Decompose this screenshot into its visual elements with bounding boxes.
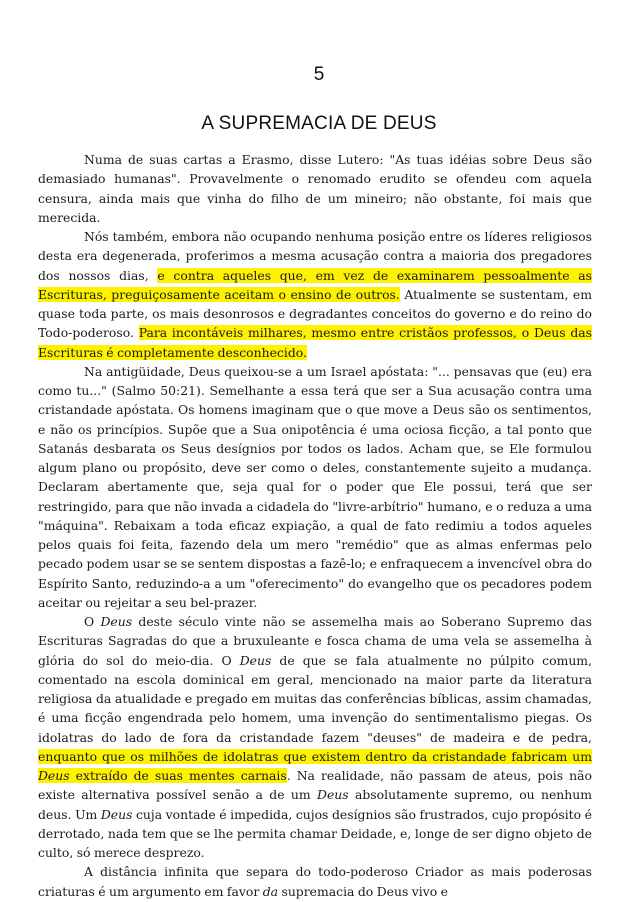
text-run: absolutamente supremo, ou nenhum deus. Um — [38, 787, 592, 822]
paragraph — [38, 862, 592, 901]
text-run: de que se fala atualmente no púlpito comum, comentado na escola dominical em geral, mencionado na maior parte da literatura religiosa da atualidade e pregado em muitas das conferências bíblicas, assim chamadas, é uma ficção engendrada pelo homem, uma invenção do sentimentalismo piegas. Os idolatras do lado de fora da cristandade fazem "deuses" de madeira e de pedra, — [38, 652, 592, 745]
highlighted-text: Deus — [38, 768, 70, 783]
text-run: O — [84, 614, 101, 629]
highlighted-text: extraído de suas mentes carnais — [69, 768, 287, 783]
text-run: Na antigüidade, Deus queixou-se a um Israel apóstata: "... pensavas que (eu) era como tu..." (Salmo 50:21). Semelhante a essa terá que ser a Sua acusação contra uma cristandade apóstata. Os homens imaginam que o que move a Deus são os sentimentos, e não os princípios. Supõe que a Sua onipotência é uma ociosa ficção, a tal ponto que Satanás desbarata os Seus desígnios por todos os lados. Acham que, se Ele formulou algum plano ou propósito, deve ser como o deles, constantemente sujeito a mudança. Declaram abertamente que, seja qual for o poder que Ele possui, terá que ser restringido, para que não invada a cidadela do "livre-arbítrio" humano, e o reduza a uma "máquina". Rebaixam a toda eficaz expiação, a qual de fato redimiu a todos aqueles pelos quais foi feita, fazendo dela um mero "remédio" que as almas enfermas pelo pecado podem usar se se sentem dispostas a fazê-lo; e enfraquecem a invencível obra do Espírito Santo, reduzindo-a a um "oferecimento" do evangelho que os pecadores podem aceitar ou rejeitar a seu bel-prazer. — [38, 363, 592, 610]
text-run: A distância infinita que separa do todo-poderoso Criador as mais poderosas criaturas é um argumento em favor — [38, 864, 592, 899]
chapter-body — [38, 150, 592, 901]
italic-text: da — [262, 883, 279, 899]
chapter-title: A SUPREMACIA DE DEUS — [201, 113, 437, 134]
chapter-number: 5 — [313, 64, 325, 85]
italic-text: Deus — [239, 652, 272, 668]
highlighted-text: e contra aqueles que, em vez de examinarem pessoalmente as Escrituras, preguiçosamente aceitam o ensino de outros. — [38, 267, 592, 302]
paragraph — [38, 150, 592, 227]
text-run: deste século vinte não se assemelha mais ao Soberano Supremo das Escrituras Sagradas do que a bruxuleante e fosca chama de uma vela se assemelha à glória do sol do meio-dia. O — [38, 614, 592, 668]
text-run: cuja vontade é impedida, cujos desígnios são frustrados, cujo propósito é derrotado, nada tem que se lhe permita chamar Deidade, e, longe de ser digno objeto de culto, só merece desprezo. — [38, 806, 592, 860]
text-run: Atualmente se sustentam, em quase toda parte, os mais desonrosos e degradantes conceitos do governo e do reino do Todo-poderoso. — [38, 286, 592, 341]
italic-text: Deus — [100, 614, 133, 629]
highlighted-text: enquanto que os milhões de idolatras que existem dentro da cristandade fabricam um — [38, 748, 592, 764]
paragraph — [38, 612, 592, 862]
text-run: Nós também, embora não ocupando nenhuma posição entre os líderes religiosos desta era degenerada, proferimos a mesma acusação contra a maioria dos pregadores dos nossos dias, — [38, 229, 592, 283]
text-run: . Na realidade, não passam de ateus, pois não existe alternativa possível senão a de um — [38, 768, 592, 803]
highlighted-text: Para incontáveis milhares, mesmo entre cristãos professos, o Deus das Escrituras é completamente desconhecido. — [38, 325, 592, 360]
paragraph — [38, 227, 592, 362]
text-run: supremacia do Deus vivo e — [278, 883, 448, 899]
italic-text: Deus — [100, 806, 133, 822]
paragraph — [38, 362, 592, 612]
italic-text: Deus — [317, 787, 349, 803]
text-run: Numa de suas cartas a Erasmo, disse Lutero: "As tuas idéias sobre Deus são demasiado humanas". Provavelmente o renomado erudito se ofendeu com aquela censura, ainda mais que vinha do filho de um mineiro; não obstante, foi mais que merecida. — [38, 152, 592, 225]
